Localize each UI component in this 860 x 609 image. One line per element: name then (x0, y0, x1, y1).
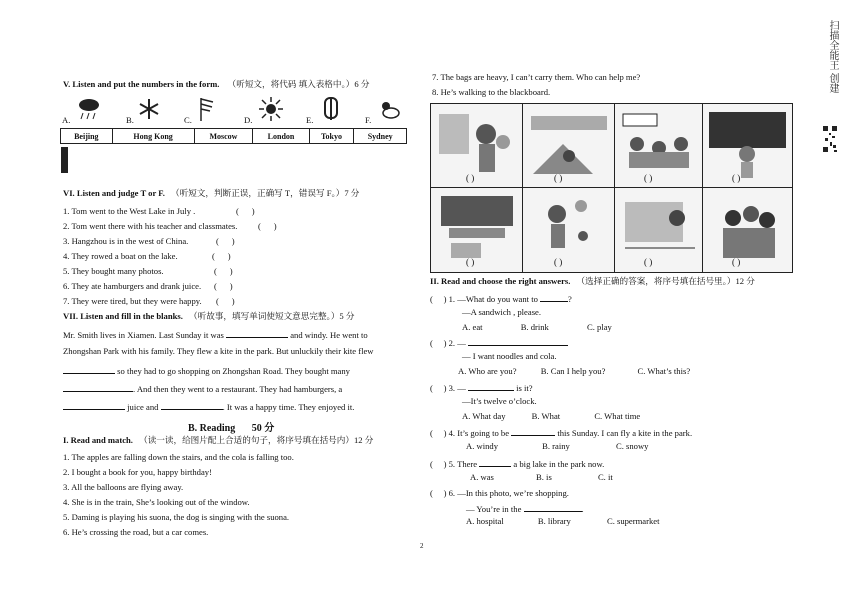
question-4-options (466, 441, 648, 452)
picture-answer-paren[interactable]: ( ) (466, 257, 475, 267)
match-sentence: 1. The apples are falling down the stairs, and the cola is falling too. (63, 452, 294, 462)
story-line-3: so they had to go shopping on Zhongshan Road. They bought many (63, 364, 350, 377)
fill-blank[interactable] (63, 400, 125, 410)
answer-paren[interactable]: ( ) (430, 383, 447, 393)
city-hong-kong: Hong Kong (112, 129, 194, 144)
match-sentence: 8. He’s walking to the blackboard. (432, 87, 551, 97)
question-6-options (466, 516, 659, 527)
section-i-heading (63, 435, 373, 446)
match-picture-5 (430, 187, 524, 273)
section-ii-heading (430, 276, 755, 287)
letter-b: B. (126, 115, 134, 125)
city-moscow: Moscow (194, 129, 253, 144)
section-vii-title: VII. Listen and fill in the blanks. (63, 311, 183, 321)
question-2: ( ) 2. — (430, 336, 568, 349)
fill-blank[interactable] (468, 381, 514, 391)
tf-item: 7. They were tired, but they were happy. (63, 296, 202, 306)
question-2-options (458, 366, 690, 377)
tf-item: 2. Tom went there with his teacher and classmates. (63, 221, 238, 231)
weather-form-table (60, 128, 407, 162)
section-v-title: V. Listen and put the numbers in the form. (63, 79, 220, 89)
match-sentence: 3. All the balloons are flying away. (63, 482, 184, 492)
answer-paren[interactable]: ( ) (430, 294, 447, 304)
question-4: ( ) 4. It’s going to be this Sunday. I can fly a kite in the park. (430, 428, 693, 438)
match-picture-1 (430, 103, 524, 189)
match-picture-6 (522, 187, 616, 273)
fill-blank[interactable] (63, 382, 133, 392)
tf-answer-paren[interactable]: ( ) (212, 251, 231, 261)
city-sydney: Sydney (354, 129, 407, 144)
windy-flag-icon (196, 96, 216, 122)
section-i-title: I. Read and match. (63, 435, 133, 445)
section-ii-instruction: （选择正确的答案，将序号填在括号里。）12 分 (576, 276, 755, 286)
city-beijing: Beijing (61, 129, 113, 144)
letter-d: D. (244, 115, 253, 125)
question-5: ( ) 5. There a big lake in the park now. (430, 459, 605, 469)
option-b[interactable]: B. rainy (542, 441, 570, 451)
story-line-1: Mr. Smith lives in Xiamen. Last Sunday it was and windy. He went to (63, 330, 368, 340)
question-3: ( ) 3. — is it? (430, 383, 533, 393)
picture-answer-paren[interactable]: ( ) (554, 257, 563, 267)
fill-blank[interactable] (63, 364, 115, 374)
fill-blank[interactable] (524, 502, 582, 512)
section-ii-title: II. Read and choose the right answers. (430, 276, 571, 286)
answer-paren[interactable]: ( ) (430, 459, 447, 469)
match-picture-2 (522, 103, 616, 189)
section-vii-heading (63, 311, 354, 322)
option-c[interactable]: C. What time (594, 411, 641, 421)
section-i-instruction: （读一读，给图片配上合适的句子，将序号填在括号内）12 分 (139, 435, 374, 445)
option-a[interactable]: A. What day (462, 411, 506, 421)
picture-answer-paren[interactable]: ( ) (732, 257, 741, 267)
letter-c: C. (184, 115, 192, 125)
match-picture-8 (702, 187, 793, 273)
picture-answer-paren[interactable]: ( ) (732, 173, 741, 183)
match-picture-7 (614, 187, 704, 273)
match-picture-3 (614, 103, 704, 189)
fill-blank[interactable] (226, 328, 288, 338)
rain-cloud-icon (76, 96, 102, 122)
answer-paren[interactable]: ( ) (430, 428, 447, 438)
picture-answer-paren[interactable]: ( ) (466, 173, 475, 183)
letter-f: F. (365, 115, 372, 125)
tf-answer-paren[interactable]: ( ) (236, 206, 255, 216)
option-c[interactable]: C. supermarket (606, 516, 660, 526)
section-vii-instruction: （听故事，填写单词使短文意思完整。）5 分 (189, 311, 355, 321)
option-a[interactable]: A. windy (466, 441, 498, 451)
reading-title: B. Reading 50 分 (188, 423, 275, 434)
fill-blank[interactable] (161, 400, 223, 410)
story-line-2: Zhongshan Park with his family. They flew a kite in the park. But unluckily their kite flew (63, 346, 374, 356)
option-a[interactable]: A. eat (462, 322, 483, 332)
reading-score: 50 分 (251, 423, 275, 434)
question-1-options (462, 322, 612, 333)
option-a[interactable]: A. was (470, 472, 494, 482)
snowflake-icon (138, 98, 160, 120)
scanner-watermark-text: 扫描全能王 创建 (827, 20, 838, 94)
lightning-cloud-icon (320, 96, 342, 122)
option-c[interactable]: C. What’s this? (637, 366, 691, 376)
tf-answer-paren[interactable]: ( ) (216, 296, 235, 306)
question-5-options (470, 472, 613, 483)
match-sentence: 7. The bags are heavy, I can’t carry them. Who can help me? (432, 72, 641, 82)
tf-answer-paren[interactable]: ( ) (216, 236, 235, 246)
question-6: ( ) 6. —In this photo, we’re shopping. (430, 488, 569, 498)
question-1-line2: —A sandwich , please. (462, 307, 541, 317)
match-sentence: 6. He’s crossing the road, but a car comes. (63, 527, 209, 537)
sun-icon (258, 96, 284, 122)
option-c[interactable]: C. it (597, 472, 613, 482)
story-line-4: . And then they went to a restaurant. They had hamburgers, a (63, 382, 342, 395)
match-sentence: 5. Daming is playing his suona, the dog is singing with the suona. (63, 512, 290, 522)
tf-item: 4. They rowed a boat on the lake. (63, 251, 178, 261)
city-london: London (253, 129, 309, 144)
page-number: 2 (420, 542, 424, 550)
question-6-line2: — You’re in the . (466, 504, 584, 514)
fill-blank[interactable] (468, 336, 568, 346)
story-line-5: juice and . It was a happy time. They enjoyed it. (63, 400, 354, 413)
letter-e: E. (306, 115, 314, 125)
match-sentence: 2. I bought a book for you, happy birthday! (63, 467, 212, 477)
option-b[interactable]: B. is (536, 472, 552, 482)
option-a[interactable]: A. hospital (466, 516, 504, 526)
tf-item: 3. Hangzhou is in the west of China. (63, 236, 189, 246)
question-1: ( ) 1. —What do you want to ? (430, 294, 572, 304)
letter-a: A. (62, 115, 71, 125)
section-vi-heading (63, 188, 359, 199)
option-a[interactable]: A. Who are you? (458, 366, 517, 376)
weather-icons-row (60, 96, 410, 126)
option-b[interactable]: B. library (537, 516, 571, 526)
section-v-heading (63, 79, 369, 90)
answer-paren[interactable]: ( ) (430, 338, 447, 348)
tf-item: 1. Tom went to the West Lake in July . (63, 206, 196, 216)
section-v-instruction: （听短文，将代码 填入表格中。）6 分 (227, 79, 370, 89)
question-3-line2: —It’s twelve o’clock. (462, 396, 537, 406)
qr-code-icon (822, 125, 838, 153)
section-vi-instruction: （听短文，判断正误，正确写 T，错误写 F。）7 分 (171, 188, 360, 198)
sun-cloud-icon (378, 98, 400, 120)
section-vi-title: VI. Listen and judge T or F. (63, 188, 165, 198)
option-c[interactable]: C. play (587, 322, 612, 332)
tf-item: 6. They ate hamburgers and drank juice. (63, 281, 202, 291)
option-c[interactable]: C. snowy (616, 441, 649, 451)
tf-item: 5. They bought many photos. (63, 266, 164, 276)
picture-answer-paren[interactable]: ( ) (644, 173, 653, 183)
fill-blank[interactable] (479, 457, 511, 467)
picture-answer-paren[interactable]: ( ) (644, 257, 653, 267)
answer-cell[interactable] (66, 148, 67, 173)
fill-blank[interactable] (511, 426, 555, 436)
city-tokyo: Tokyo (309, 129, 354, 144)
fill-blank[interactable] (540, 292, 568, 302)
picture-answer-paren[interactable]: ( ) (554, 173, 563, 183)
question-3-options (462, 411, 640, 422)
question-2-line2: — I want noodles and cola. (462, 351, 557, 361)
tf-answer-paren[interactable]: ( ) (214, 266, 233, 276)
match-picture-4 (702, 103, 793, 189)
option-b[interactable]: B. What (531, 411, 561, 421)
answer-paren[interactable]: ( ) (430, 488, 447, 498)
option-b[interactable]: B. Can I help you? (540, 366, 606, 376)
match-sentence: 4. She is in the train, She’s looking out of the window. (63, 497, 250, 507)
tf-answer-paren[interactable]: ( ) (214, 281, 233, 291)
option-b[interactable]: B. drink (520, 322, 549, 332)
tf-answer-paren[interactable]: ( ) (258, 221, 277, 231)
